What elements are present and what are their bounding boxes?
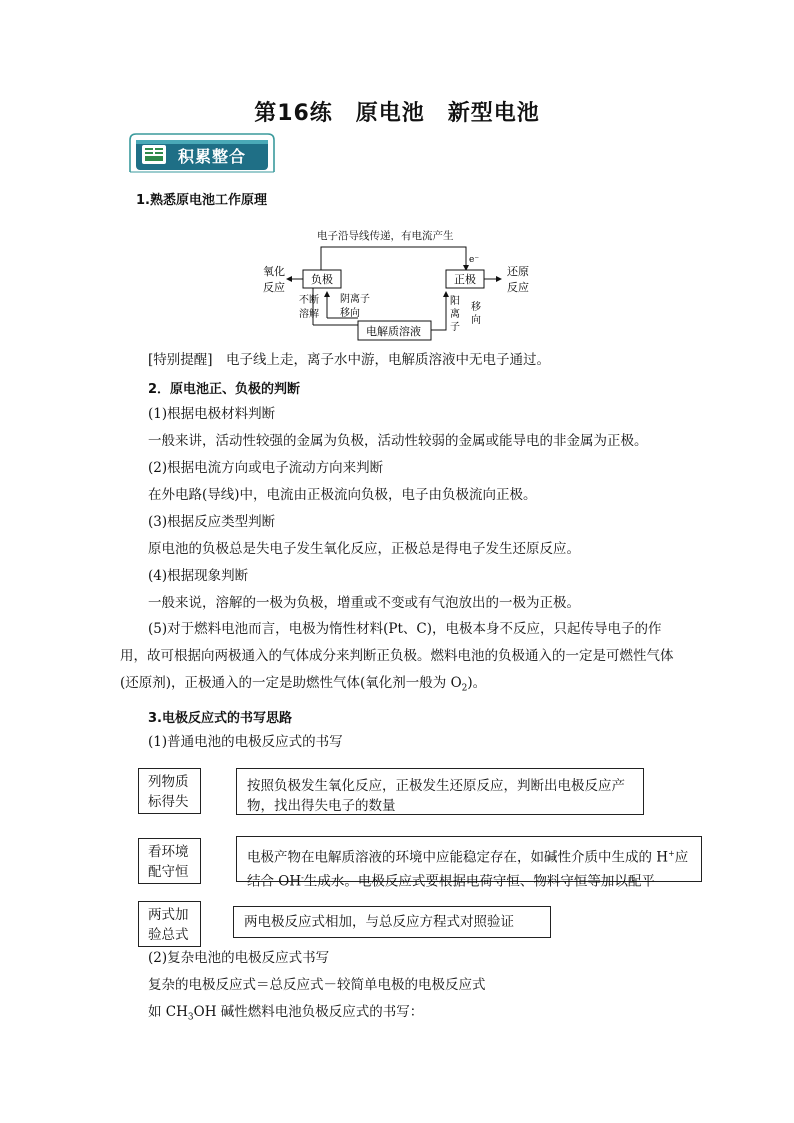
reduction-label-1: 还原 xyxy=(507,265,529,278)
item5-paragraph xyxy=(120,616,678,703)
negative-electrode-label: 负极 xyxy=(311,273,333,286)
move-char-2: 向 xyxy=(471,315,481,326)
step2-sup2: - xyxy=(301,872,304,882)
move-char-1: 移 xyxy=(471,302,481,313)
book-icon xyxy=(142,145,166,164)
section1-heading: 1.熟悉原电池工作原理 xyxy=(136,193,267,208)
section3-heading: 3.电极反应式的书写思路 xyxy=(148,711,292,726)
step2-text-box xyxy=(236,836,702,889)
section-badge xyxy=(128,132,276,174)
step3-label-line1: 两式加 xyxy=(148,907,189,923)
step2-text-a: 电极产物在电解质溶液的环境中应能稳定存在，如碱性介质中生成的 H xyxy=(247,849,669,866)
item1-title: (1)根据电极材料判断 xyxy=(148,406,276,422)
section2-heading: 2．原电池正、负极的判断 xyxy=(148,382,301,397)
step1-text-box: 按照负极发生氧化反应，正极发生还原反应，判断出电极反应产物，找出得失电子的数量 xyxy=(236,768,644,815)
example-text-b: OH 碱性燃料电池负极反应式的书写： xyxy=(193,1004,424,1020)
anion-label-2: 移向 xyxy=(340,308,360,319)
anion-label-1: 阴离子 xyxy=(340,294,370,305)
step1-label-box xyxy=(138,768,201,814)
wire-line xyxy=(321,247,466,274)
step2-text-b: 应结合 OH xyxy=(247,849,689,889)
oxidation-label-2: 反应 xyxy=(263,281,285,294)
step3-text-box: 两电极反应式相加，与总反应方程式对照验证 xyxy=(233,906,551,938)
diagram-top-text: 电子沿导线传递，有电流产生 xyxy=(317,230,454,242)
example-text xyxy=(148,1003,423,1027)
galvanic-cell-diagram xyxy=(255,222,545,346)
cation-char-3: 子 xyxy=(450,322,460,333)
item2-title: (2)根据电流方向或电子流动方向来判断 xyxy=(148,460,384,476)
tip-text: [特别提醒] 电子线上走，离子水中游，电解质溶液中无电子通过。 xyxy=(148,352,551,368)
formula-text: 复杂的电极反应式＝总反应式－较简单电极的电极反应式 xyxy=(148,977,486,993)
item2-body: 在外电路(导线)中，电流由正极流向负极，电子由负极流向正极。 xyxy=(148,487,537,503)
dissolve-label-2: 溶解 xyxy=(299,309,319,320)
step3-label-box xyxy=(138,901,201,947)
step2-label-box xyxy=(138,838,201,884)
step2-label-line2: 配守恒 xyxy=(148,864,189,880)
badge-label: 积累整合 xyxy=(178,147,247,166)
example-subscript: 3 xyxy=(187,1012,194,1023)
example-text-a: 如 CH xyxy=(148,1004,188,1020)
step2-text-c: 生成水。电极反应式要根据电荷守恒、物料守恒等加以配平 xyxy=(303,873,655,889)
item4-body: 一般来说，溶解的一极为负极，增重或不变或有气泡放出的一极为正极。 xyxy=(148,595,580,611)
step1-label-line1: 列物质 xyxy=(148,774,189,790)
item3-title: (3)根据反应类型判断 xyxy=(148,514,276,530)
step3-label-line2: 验总式 xyxy=(148,927,189,943)
reduction-label-2: 反应 xyxy=(507,281,529,294)
item5-tail: )。 xyxy=(467,675,487,691)
electrolyte-label: 电解质溶液 xyxy=(366,325,421,338)
step2-sup1: + xyxy=(668,849,675,858)
item1-body: 一般来讲，活动性较强的金属为负极，活动性较弱的金属或能导电的非金属为正极。 xyxy=(148,433,648,449)
oxidation-label-1: 氧化 xyxy=(263,265,285,278)
item3-body: 原电池的负极总是失电子发生氧化反应，正极总是得电子发生还原反应。 xyxy=(148,541,580,557)
item5-subscript: 2 xyxy=(461,683,468,694)
section3-sub2: (2)复杂电池的电极反应式书写 xyxy=(148,950,330,966)
item4-title: (4)根据现象判断 xyxy=(148,568,249,584)
item5-text: (5)对于燃料电池而言，电极为惰性材料(Pt、C)，电极本身不反应，只起传导电子的作用，故可根据向两极通入的气体成分来判断正负极。燃料电池的负极通入的一定是可燃性气体(还原剂)，正极通入的一定是助燃性气体(氧化剂一般为 O xyxy=(120,621,674,691)
step1-label-line2: 标得失 xyxy=(148,794,189,810)
section3-sub1: (1)普通电池的电极反应式的书写 xyxy=(148,734,343,750)
cation-char-2: 离 xyxy=(450,309,460,320)
step2-label-line1: 看环境 xyxy=(148,844,189,860)
dissolve-label-1: 不断 xyxy=(299,295,319,306)
page-title: 第16练 原电池 新型电池 xyxy=(254,101,540,126)
electron-label: e⁻ xyxy=(469,255,480,265)
cation-char-1: 阳 xyxy=(450,296,460,307)
cation-arrow xyxy=(431,292,446,330)
positive-electrode-label: 正极 xyxy=(454,273,476,286)
